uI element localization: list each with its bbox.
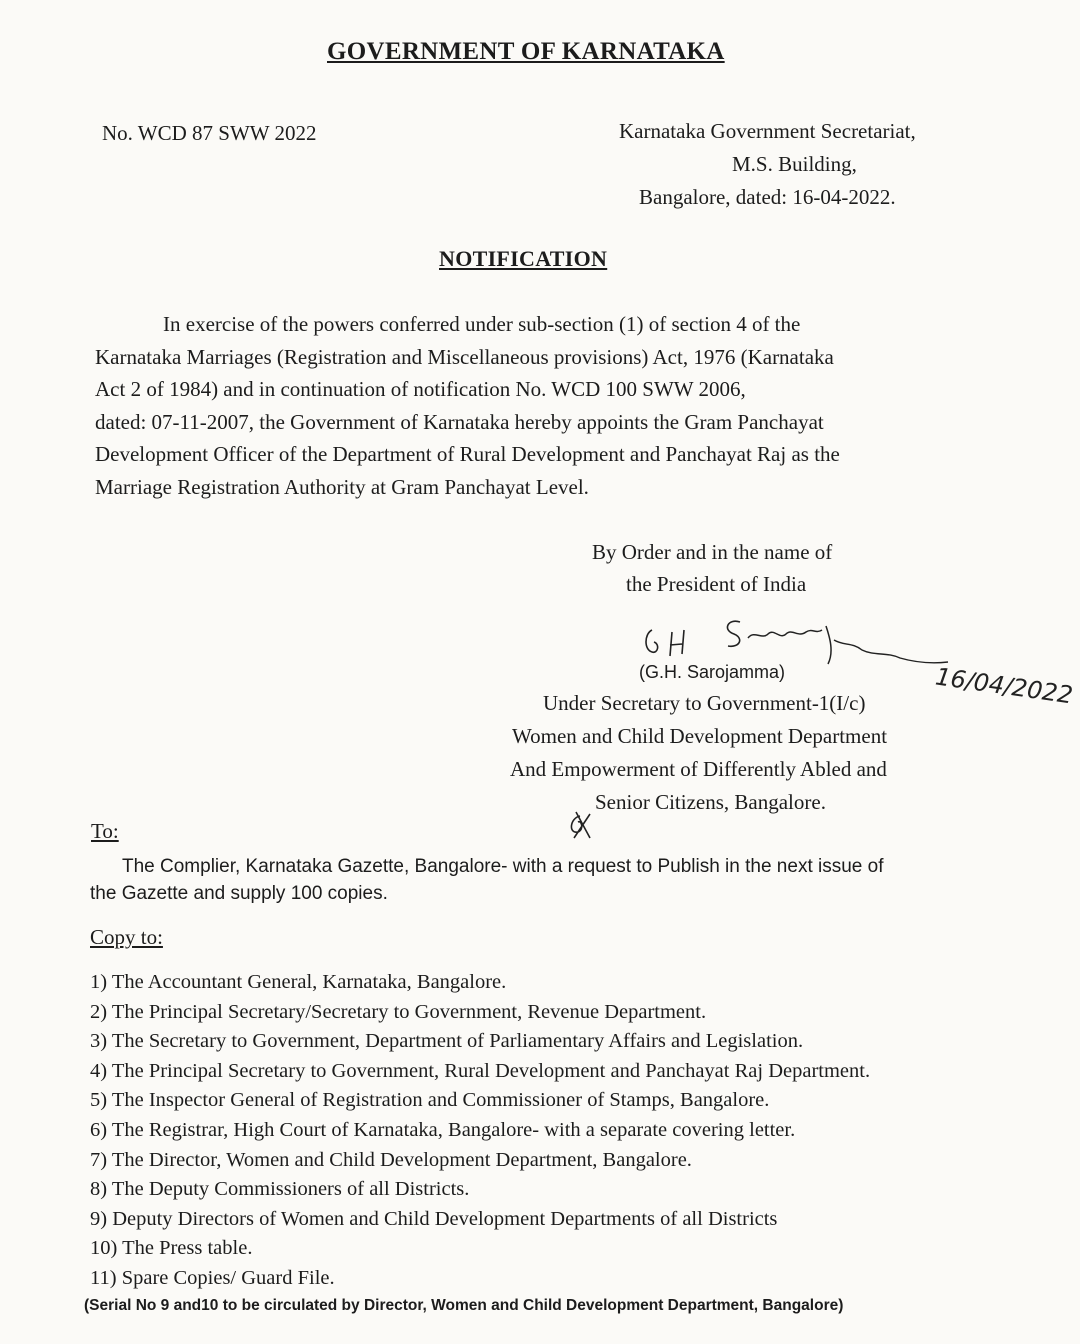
reference-number: No. WCD 87 SWW 2022 [102, 121, 317, 145]
paragraph-first-line: In exercise of the powers conferred under sub-section (1) of section 4 of the [163, 312, 801, 336]
list-item: 5) The Inspector General of Registration and Commissioner of Stamps, Bangalore. [90, 1089, 770, 1112]
list-item: 1) The Accountant General, Karnataka, Bangalore. [90, 971, 507, 993]
list-item: 7) The Director, Women and Child Development Department, Bangalore. [90, 1148, 692, 1171]
signatory-name: (G.H. Sarojamma) [639, 662, 786, 682]
notification-paragraph [95, 308, 978, 504]
list-item: 8) The Deputy Commissioners of all Districts. [90, 1178, 470, 1201]
signatory-designation-1: Under Secretary to Government-1(I/c) [543, 691, 866, 715]
list-item: 11) Spare Copies/ Guard File. [90, 1266, 335, 1289]
list-item: 10) The Press table. [90, 1237, 253, 1260]
circulation-footnote: (Serial No 9 and10 to be circulated by Director, Women and Child Development Department, Bangalore) [84, 1297, 844, 1314]
address-date-line: Bangalore, dated: 16-04-2022. [639, 185, 896, 209]
to-line-1: The Complier, Karnataka Gazette, Bangalore- with a request to Publish in the next issue of [122, 856, 884, 877]
copy-to-list [90, 968, 870, 1294]
paragraph-line: Act 2 of 1984) and in continuation of notification No. WCD 100 SWW 2006, [95, 377, 746, 402]
paragraph-line: Karnataka Marriages (Registration and Miscellaneous provisions) Act, 1976 (Karnataka [95, 344, 834, 369]
list-item: 4) The Principal Secretary to Government, Rural Development and Panchayat Raj Department. [90, 1059, 871, 1082]
to-line-2: the Gazette and supply 100 copies. [90, 883, 388, 904]
list-item: 9) Deputy Directors of Women and Child Development Departments of all Districts [90, 1207, 778, 1230]
copy-to-label: Copy to: [90, 925, 163, 949]
list-item: 2) The Principal Secretary/Secretary to Government, Revenue Department. [90, 1000, 707, 1023]
signatory-designation-3: And Empowerment of Differently Abled and [510, 757, 887, 781]
by-order-line: By Order and in the name of [592, 540, 833, 564]
paragraph-line: dated: 07-11-2007, the Government of Karnataka hereby appoints the Gram Panchayat [95, 409, 824, 434]
notification-heading: NOTIFICATION [439, 246, 608, 271]
list-item: 6) The Registrar, High Court of Karnataka, Bangalore- with a separate covering letter. [90, 1118, 796, 1141]
address-line-1: Karnataka Government Secretariat, [619, 119, 916, 143]
president-line: the President of India [626, 572, 807, 596]
signatory-designation-4: Senior Citizens, Bangalore. [595, 790, 826, 814]
list-item: 3) The Secretary to Government, Department of Parliamentary Affairs and Legislation. [90, 1030, 804, 1053]
handwritten-date: 16/04/2022 [933, 662, 1075, 710]
initials-mark [566, 808, 596, 842]
signatory-designation-2: Women and Child Development Department [512, 724, 888, 748]
paragraph-line: Development Officer of the Department of Rural Development and Panchayat Raj as the [95, 442, 840, 467]
paragraph-line: Marriage Registration Authority at Gram Panchayat Level. [95, 474, 589, 499]
address-line-2: M.S. Building, [732, 152, 857, 176]
to-label: To: [91, 819, 119, 843]
document-title: GOVERNMENT OF KARNATAKA [327, 38, 725, 65]
